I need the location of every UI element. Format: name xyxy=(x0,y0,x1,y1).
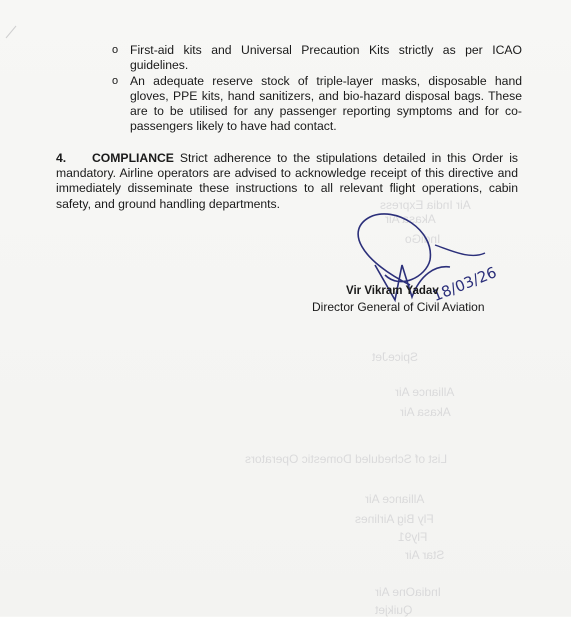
signatory-name: Vir Vikram Yadav xyxy=(346,285,439,297)
bleed-through-text: Akasa Air xyxy=(400,405,451,419)
bleed-through-text: Fly91 xyxy=(398,530,428,544)
signature-date: 18/03/26 xyxy=(429,263,500,306)
bleed-through-text: SpiceJet xyxy=(372,350,419,364)
section-heading: COMPLIANCE xyxy=(92,151,174,165)
handwritten-signature xyxy=(340,205,500,315)
list-item xyxy=(112,74,522,134)
bullet-marker: o xyxy=(112,44,119,56)
bleed-through-text: Akasa Air xyxy=(385,212,436,226)
bullet-marker: o xyxy=(112,75,119,87)
list-item xyxy=(112,43,522,73)
bleed-through-text: Alliance Air xyxy=(365,492,425,506)
bleed-through-text: List of Scheduled Domestic Operators xyxy=(245,452,448,466)
bleed-through-text: Alliance Air xyxy=(395,385,455,399)
bleed-through-text: Fly Big Airlines xyxy=(355,512,434,526)
signatory-title: Director General of Civil Aviation xyxy=(312,300,485,314)
bleed-through-text: IndiaOne Air xyxy=(375,585,442,599)
bleed-through-text: IndiGo xyxy=(405,232,441,246)
bullet-text: First-aid kits and Universal Precaution Kits strictly as per ICAO guidelines. xyxy=(130,43,522,72)
bleed-through-text: Star Air xyxy=(405,548,445,562)
corner-scan-mark xyxy=(4,20,24,40)
section-number: 4. xyxy=(56,151,67,165)
compliance-paragraph xyxy=(56,151,518,212)
bleed-through-text: Air India Express xyxy=(380,198,471,212)
bleed-through-text: Quikjet xyxy=(375,603,413,617)
bullet-text: An adequate reserve stock of triple-layer masks, disposable hand gloves, PPE kits, hand sanitizers, and bio-hazard disposal bags. These are to be utilised for any passenger reporting symptoms and for co-passengers likely to have had contact. xyxy=(130,74,522,133)
bullet-list xyxy=(112,43,522,135)
section-body: Strict adherence to the stipulations detailed in this Order is mandatory. Airline operators are advised to acknowledge receipt of this directive and immediately disseminate these instructions to all relevant flight operations, cabin safety, and ground handling departments. xyxy=(56,151,518,211)
